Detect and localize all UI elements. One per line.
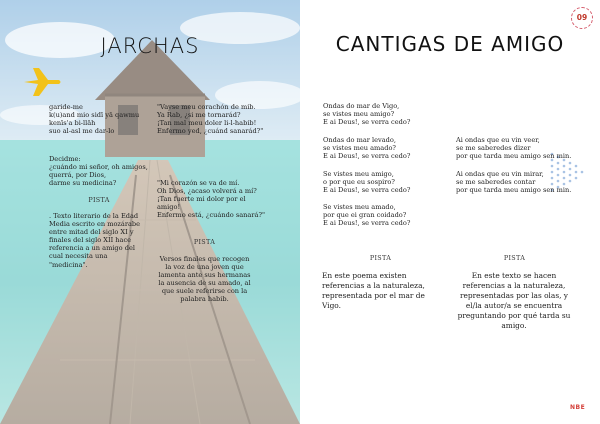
airplane-icon	[22, 66, 62, 98]
cantiga-stanza-2: Ondas do mar levado, se vistes meu amado? E ai Deus!, se verra cedo?	[323, 136, 411, 161]
cantigas-title: CANTIGAS DE AMIGO	[335, 32, 565, 56]
cantiga-stanza-3: Se vistes meu amigo, o por que eu sospiro? E ai Deus!, se verra cedo?	[323, 170, 411, 195]
jarcha-comment-1: . Texto literario de la Edad Media escrito en mozárabe entre mitad del siglo XI y finales del siglo XII hace referencia a un amigo del cual necesita una "medicina".	[49, 212, 141, 269]
cantiga-stanza-1: Ondas do mar de Vigo, se vistes meu amigo? E ai Deus!, se verra cedo?	[323, 102, 411, 127]
jarcha-translation-text: Decidme: ¿cuándo mi señor, oh amigos, querrá, por Dios, darme su medicina?	[49, 155, 148, 188]
pista-label-cantiga-1: PISTA	[369, 254, 392, 262]
pista-label-jarcha-2: PISTA	[193, 238, 216, 246]
jarcha-original-text: garide-me k(u)and mio sidī yā qawmu kenīs'a bi-llāh suo al-asl me dar-lo	[49, 103, 140, 136]
cantiga-comment-2: En este texto se hacen referencias a la naturaleza, representadas por las olas, y el/la autor/a se encuentra preguntando por qué tarda su amigo.	[457, 271, 571, 330]
footer-mark: NBE	[570, 404, 586, 411]
jarcha-comment-2: Versos finales que recogen la voz de una joven que lamenta ante sus hermanas la ausencia de su amado, al que suele referirse con la palabra habib.	[158, 255, 251, 304]
cantiga-stanza-4: Se vistes meu amado, por que ei gran coidado? E ai Deus!, se verra cedo?	[323, 203, 411, 228]
cantiga-comment-1: En este poema existen referencias a la naturaleza, representada por el mar de Vigo.	[322, 271, 425, 310]
jarchas-title: JARCHAS	[100, 34, 200, 58]
cantiga-stanza-5: Ai ondas que eu vin veer, se me saberedes dizer por que tarda meu amigo sen min.	[456, 136, 572, 161]
pista-label-jarcha-1: PISTA	[88, 196, 110, 204]
jarcha-2-original-text: "Vayse meu corachón de mib. Ya Rab, ¿si me tornarád? ¡Tan mal meu doler li-l-habib! Enfermo yed, ¿cuánd sanarád?"	[157, 103, 264, 136]
pista-label-cantiga-2: PISTA	[503, 254, 526, 262]
jarcha-2-translation-text: "Mi corazón se va de mí. Oh Dios, ¿acaso volverá a mí? ¡Tan fuerte mi dolor por el amigo! Enfermo está, ¿cuándo sanará?"	[157, 179, 266, 220]
cantiga-stanza-6: Ai ondas que eu vin mirar, se me saberedes contar por que tarda meu amigo sen min.	[456, 170, 572, 195]
page-number: 09	[571, 7, 593, 29]
